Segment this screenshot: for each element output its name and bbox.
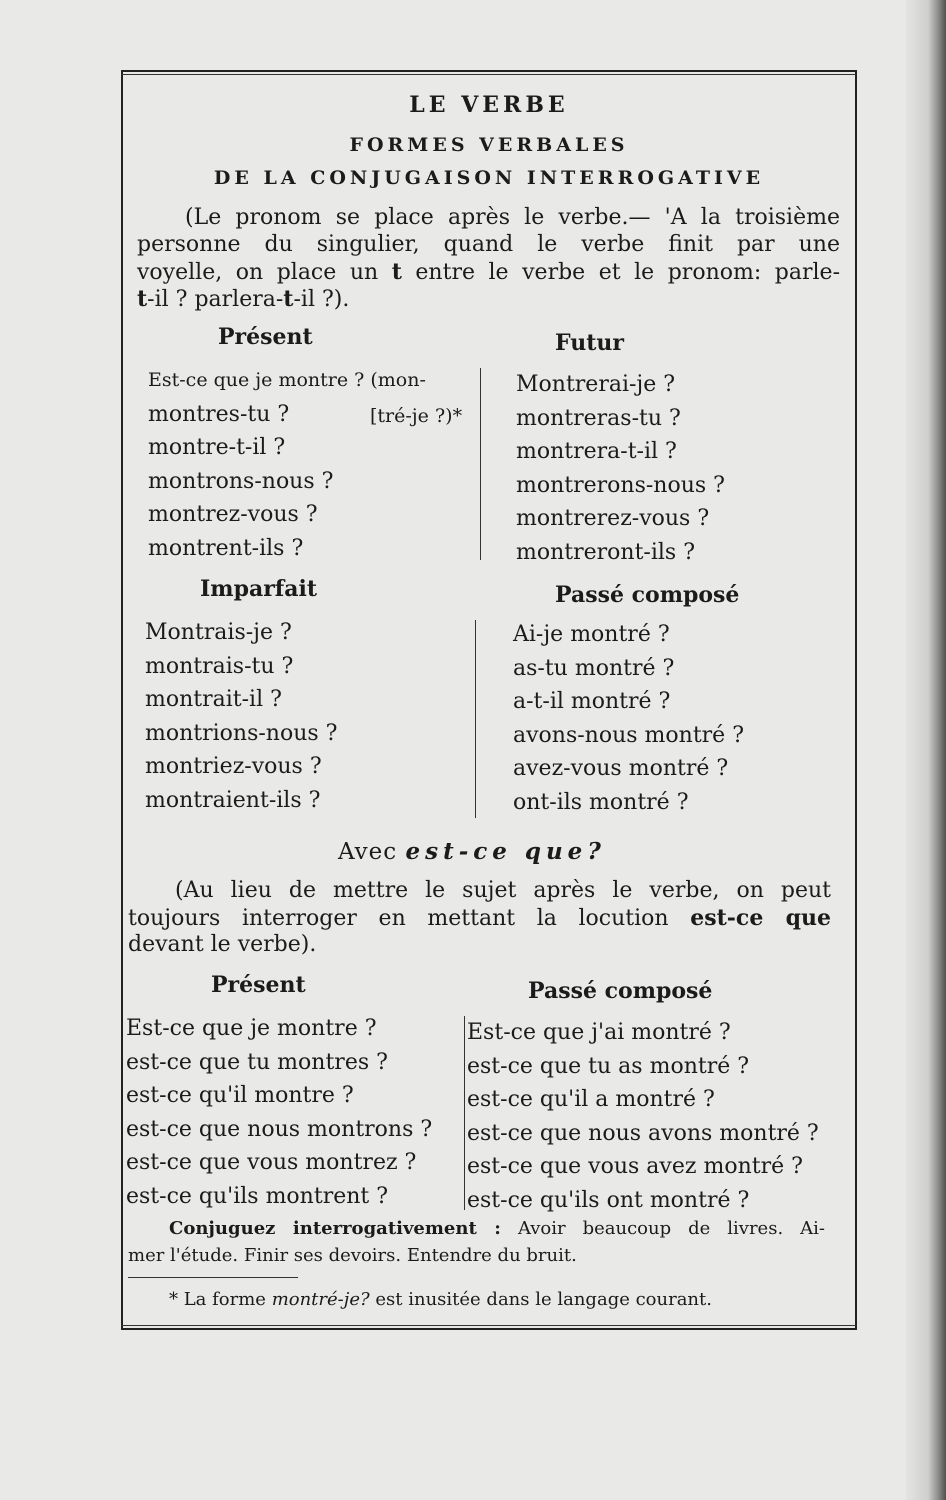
- list-item: est-ce que vous avez montré ?: [467, 1154, 803, 1180]
- footnote: * La forme montré-je? est inusitée dans le langage courant.: [169, 1289, 712, 1310]
- list-item: est-ce qu'il montre ?: [126, 1083, 354, 1109]
- list-item: montreront-ils ?: [516, 539, 696, 565]
- present-inversion-list: [148, 364, 426, 566]
- list-item: montrerez-vous ?: [516, 506, 710, 532]
- heading-passe-compose-1: Passé composé: [555, 582, 740, 608]
- list-item: a-t-il montré ?: [513, 689, 671, 715]
- page-title: LE VERBE: [409, 92, 569, 118]
- subtitle-conjugaison: DE LA CONJUGAISON INTERROGATIVE: [213, 167, 765, 189]
- list-item: avons-nous montré ?: [513, 722, 744, 748]
- list-item: montrerons-nous ?: [516, 472, 725, 498]
- avec-heading: Avec est-ce que?: [338, 838, 606, 865]
- list-item: est-ce que nous avons montré ?: [467, 1120, 819, 1146]
- intro-line-1: (Le pronom se place après le verbe.— 'A la troisième: [185, 205, 840, 230]
- heading-passe-compose-2: Passé composé: [528, 978, 713, 1004]
- intro-line-2: personne du singulier, quand le verbe finit par une: [137, 232, 840, 257]
- heading-imparfait: Imparfait: [200, 576, 318, 602]
- list-item: est-ce que vous montrez ?: [126, 1150, 417, 1176]
- present-aside: [tré-je ?)*: [370, 405, 463, 427]
- heading-futur: Futur: [555, 330, 624, 356]
- list-item: avez-vous montré ?: [513, 756, 729, 782]
- lesson-box: [121, 70, 857, 1330]
- list-item: montrez-vous ?: [148, 502, 318, 528]
- page-edge-shadow: [906, 0, 946, 1500]
- list-item: montrons-nous ?: [148, 468, 334, 494]
- heading-present-2: Présent: [211, 972, 306, 998]
- list-item: montrais-tu ?: [145, 653, 294, 679]
- list-item: montrions-nous ?: [145, 720, 338, 746]
- list-item: Est-ce que je montre ? (mon-: [148, 369, 426, 391]
- column-divider: [464, 1016, 465, 1210]
- passe-compose-est-ce-que-list: [467, 1016, 819, 1218]
- list-item: est-ce qu'il a montré ?: [467, 1087, 715, 1113]
- list-item: montriez-vous ?: [145, 754, 322, 780]
- exercise-line-2: mer l'étude. Finir ses devoirs. Entendre du bruit.: [128, 1245, 577, 1266]
- present-est-ce-que-list: [126, 1012, 432, 1214]
- list-item: montrent-ils ?: [148, 535, 304, 561]
- list-item: montraient-ils ?: [145, 787, 321, 813]
- list-item: est-ce que tu montres ?: [126, 1049, 388, 1075]
- passe-compose-list-1: [513, 618, 744, 820]
- list-item: montre-t-il ?: [148, 435, 286, 461]
- list-item: montrait-il ?: [145, 687, 282, 713]
- list-item: Montrerai-je ?: [516, 372, 676, 397]
- list-item: Est-ce que j'ai montré ?: [467, 1020, 731, 1045]
- list-item: montrera-t-il ?: [516, 439, 677, 465]
- list-item: Ai-je montré ?: [513, 622, 670, 647]
- column-divider: [480, 368, 481, 560]
- list-item: est-ce qu'ils montrent ?: [126, 1183, 389, 1209]
- heading-present-1: Présent: [218, 324, 313, 350]
- column-divider: [475, 620, 476, 818]
- list-item: Est-ce que je montre ?: [126, 1016, 377, 1041]
- list-item: montres-tu ?: [148, 401, 290, 427]
- intro-line-4: t-il ? parlera-t-il ?).: [137, 286, 350, 312]
- list-item: ont-ils montré ?: [513, 789, 689, 815]
- intro-line-3: voyelle, on place un t entre le verbe et le pronom: parle-: [137, 259, 840, 285]
- footnote-rule: [128, 1277, 298, 1278]
- imparfait-list: [145, 616, 337, 818]
- list-item: est-ce qu'ils ont montré ?: [467, 1187, 750, 1213]
- exercise-line-1: Conjuguez interrogativement : Avoir beaucoup de livres. Ai-: [169, 1218, 825, 1239]
- avec-line-1: (Au lieu de mettre le sujet après le verbe, on peut: [175, 878, 831, 903]
- list-item: est-ce que tu as montré ?: [467, 1053, 750, 1079]
- list-item: as-tu montré ?: [513, 655, 675, 681]
- list-item: Montrais-je ?: [145, 620, 292, 645]
- avec-line-3: devant le verbe).: [128, 932, 317, 957]
- avec-line-2: toujours interroger en mettant la locution est-ce que: [128, 905, 832, 931]
- subtitle-formes: FORMES VERBALES: [349, 134, 629, 156]
- list-item: montreras-tu ?: [516, 405, 681, 431]
- list-item: est-ce que nous montrons ?: [126, 1116, 433, 1142]
- futur-list: [516, 368, 725, 570]
